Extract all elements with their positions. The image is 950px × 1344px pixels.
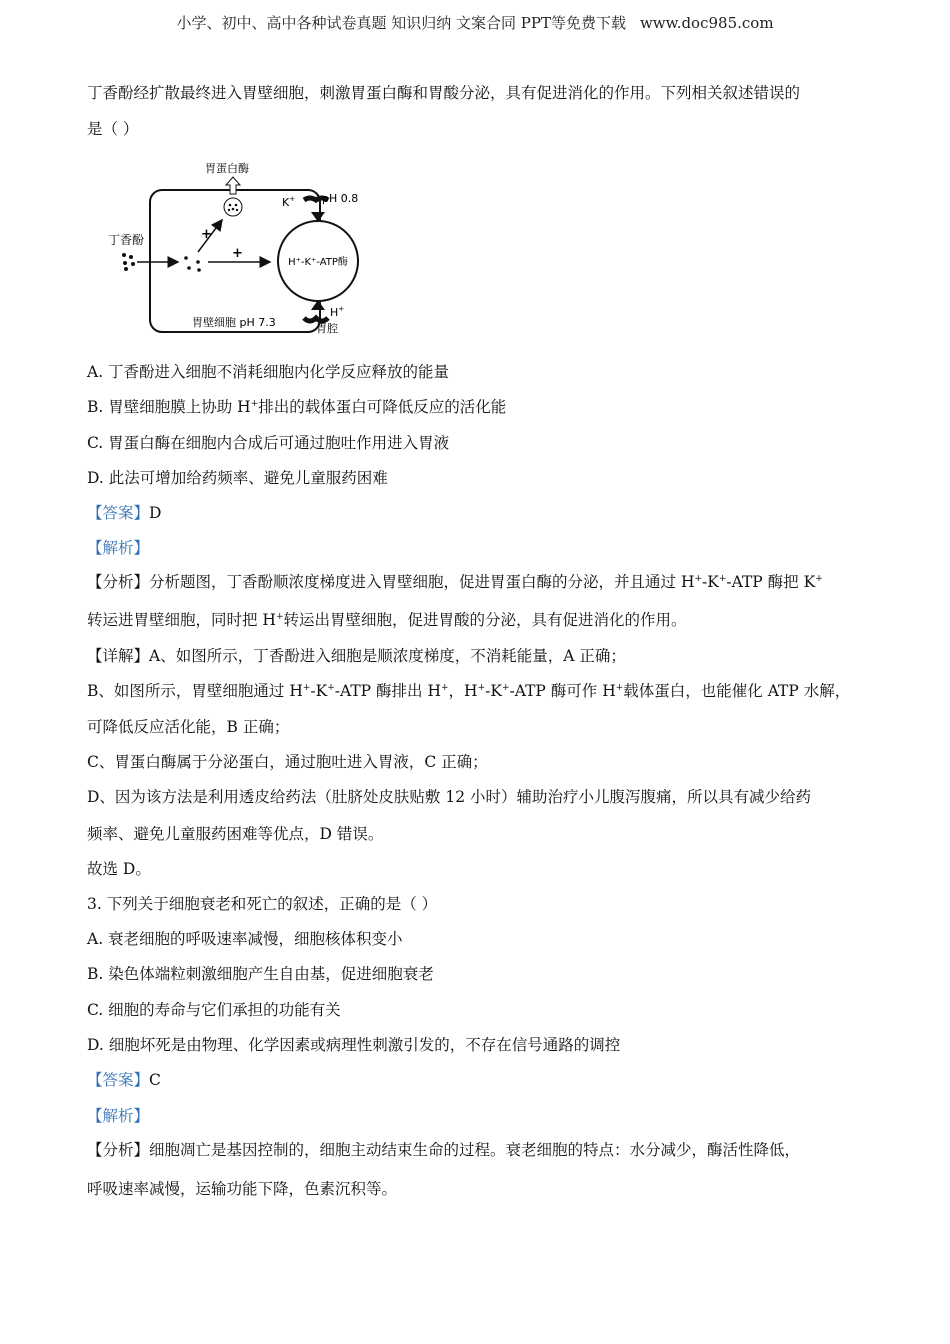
lumen-label: 胃腔	[316, 322, 338, 335]
q2-stem-line2: 是（ ）	[87, 120, 139, 138]
q2-stem-line1: 丁香酚经扩散最终进入胃壁细胞，刺激胃蛋白酶和胃酸分泌，具有促进消化的作用。下列相关叙述错误的	[87, 84, 801, 102]
q3-option-c: C. 细胞的寿命与它们承担的功能有关	[87, 1001, 341, 1019]
ph-lumen: pH 0.8	[322, 192, 359, 205]
q2-option-b: B. 胃壁细胞膜上协助 H+排出的载体蛋白可降低反应的活化能	[87, 398, 507, 416]
q3-fenxi-line1: 【分析】细胞凋亡是基因控制的，细胞主动结束生命的过程。衰老细胞的特点：水分减少，酶活性降低，	[87, 1141, 801, 1159]
q2-figure	[100, 158, 370, 340]
k-label: K+	[282, 195, 296, 209]
h-label: H+	[330, 305, 345, 319]
q2-detail-a: 【详解】A、如图所示，丁香酚进入细胞是顺浓度梯度，不消耗能量，A 正确；	[87, 647, 626, 665]
pump-label: H⁺-K⁺-ATP酶	[288, 257, 348, 268]
q2-answer: 【答案】D	[87, 504, 162, 522]
q2-detail-b2: 可降低反应活化能，B 正确；	[87, 718, 290, 736]
header-site: www.doc985.com	[639, 14, 774, 32]
page-header	[0, 12, 950, 33]
q3-fenxi-line2: 呼吸速率减慢，运输功能下降，色素沉积等。	[87, 1180, 398, 1198]
q3-option-b: B. 染色体端粒刺激细胞产生自由基，促进细胞衰老	[87, 965, 434, 983]
q2-detail-b1: B、如图所示，胃壁细胞通过 H+-K+-ATP 酶排出 H+，H+-K+-ATP 酶可作 H+载体蛋白，也能催化 ATP 水解，	[87, 682, 851, 700]
q2-conclusion: 故选 D。	[87, 860, 151, 878]
q2-detail-d1: D、因为该方法是利用透皮给药法（肚脐处皮肤贴敷 12 小时）辅助治疗小儿腹泻腹痛，所以具有减少给药	[87, 788, 812, 806]
q2-option-a: A. 丁香酚进入细胞不消耗细胞内化学反应释放的能量	[87, 363, 450, 381]
q3-option-d: D. 细胞坏死是由物理、化学因素或病理性刺激引发的，不存在信号通路的调控	[87, 1036, 621, 1054]
q2-fenxi-line2: 转运进胃壁细胞，同时把 H+转运出胃壁细胞，促进胃酸的分泌，具有促进消化的作用。	[87, 611, 687, 629]
plus-2: +	[232, 246, 243, 261]
plus-1: +	[201, 227, 212, 242]
secretion-arrow-icon	[226, 177, 240, 194]
vesicle-icon	[224, 198, 242, 216]
q2-option-c: C. 胃蛋白酶在细胞内合成后可通过胞吐作用进入胃液	[87, 434, 450, 452]
q2-detail-d2: 频率、避免儿童服药困难等优点，D 错误。	[87, 825, 384, 843]
pepsin-label: 胃蛋白酶	[205, 162, 249, 175]
cell-diagram	[100, 158, 370, 340]
header-text: 小学、初中、高中各种试卷真题 知识归纳 文案合同 PPT等免费下载	[176, 14, 626, 32]
q2-fenxi-line1: 【分析】分析题图，丁香酚顺浓度梯度进入胃壁细胞，促进胃蛋白酶的分泌，并且通过 H+-K+-ATP 酶把 K+	[87, 573, 823, 591]
q3-analysis-tag: 【解析】	[87, 1107, 150, 1125]
cell-label: 胃壁细胞 pH 7.3	[192, 316, 276, 329]
eugenol-label: 丁香酚	[108, 233, 145, 247]
q2-option-d: D. 此法可增加给药频率、避免儿童服药困难	[87, 469, 388, 487]
q3-answer: 【答案】C	[87, 1071, 161, 1089]
q3-stem: 3. 下列关于细胞衰老和死亡的叙述，正确的是（ ）	[87, 895, 438, 913]
q3-option-a: A. 衰老细胞的呼吸速率减慢，细胞核体积变小	[87, 930, 403, 948]
q2-detail-c: C、胃蛋白酶属于分泌蛋白，通过胞吐进入胃液，C 正确；	[87, 753, 488, 771]
q2-analysis-tag: 【解析】	[87, 539, 150, 557]
